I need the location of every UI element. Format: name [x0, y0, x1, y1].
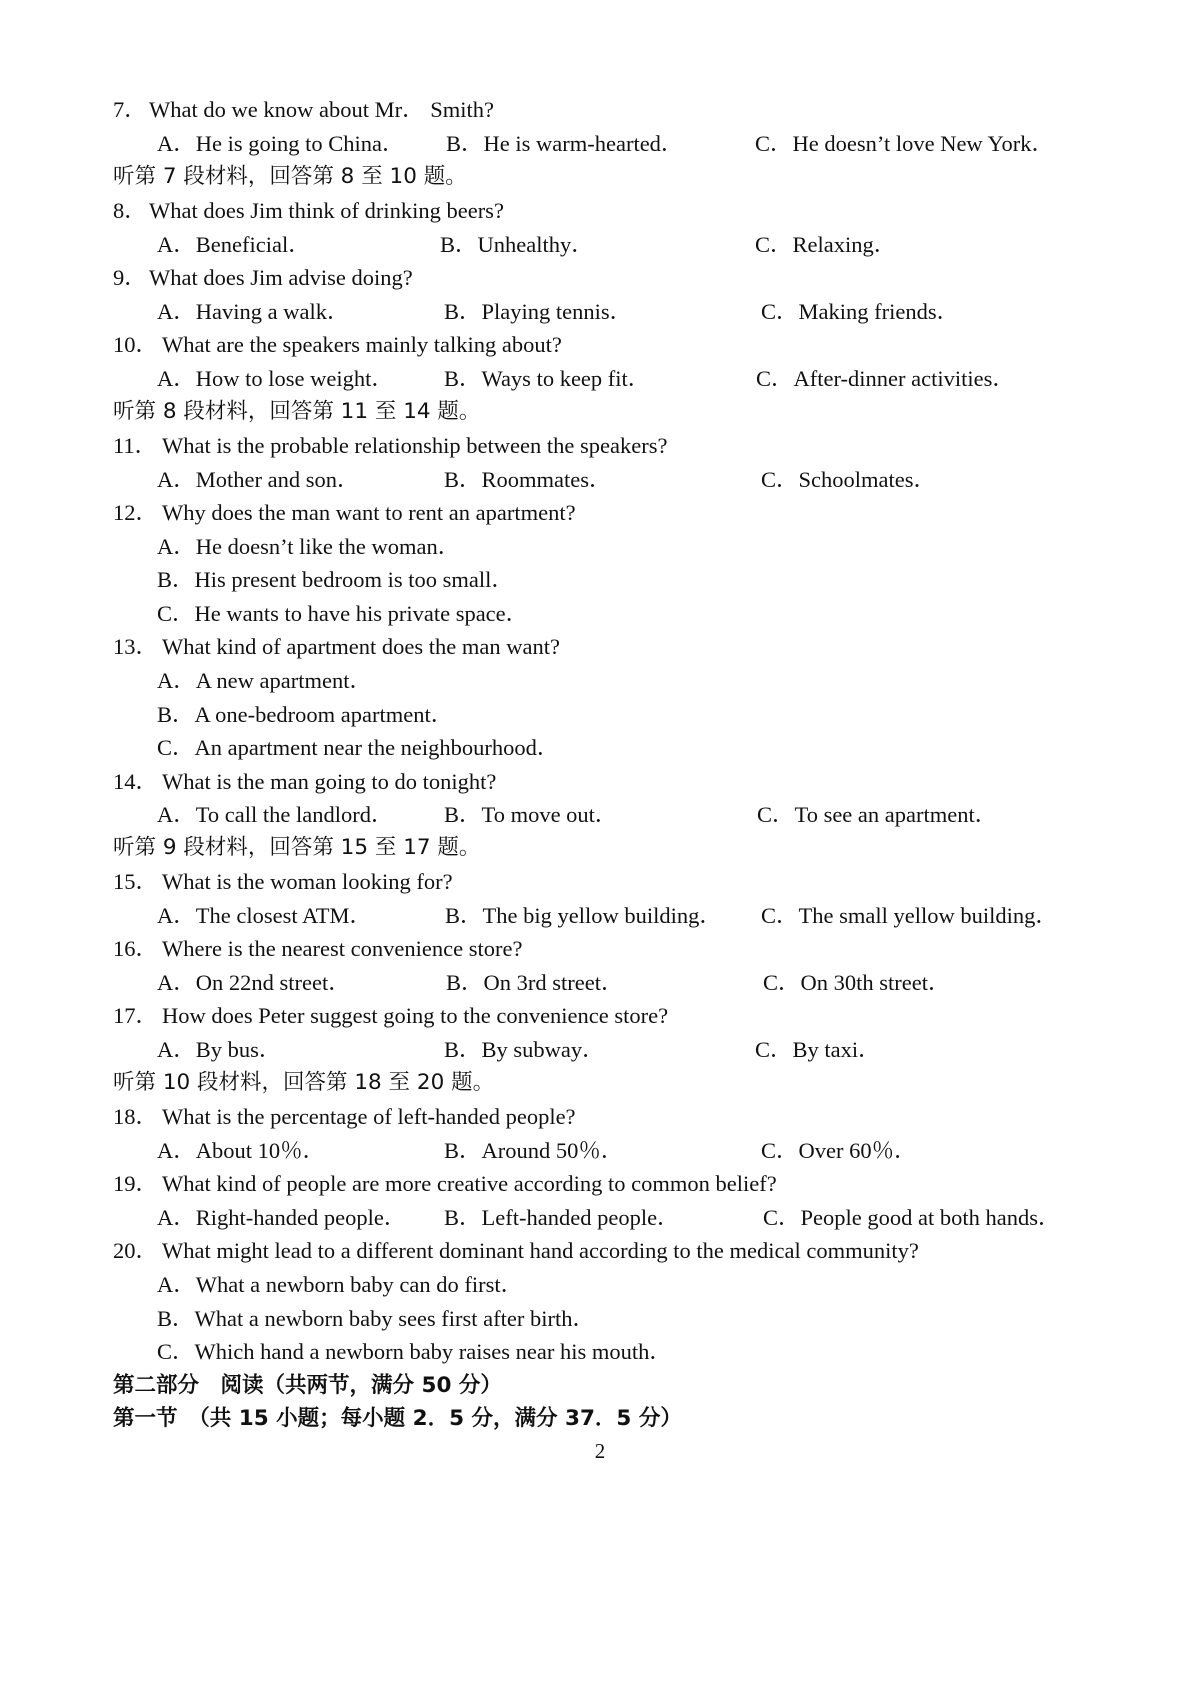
option-b: B．By subway． [444, 1037, 605, 1062]
question-number: 12． [113, 500, 159, 525]
question-number: 20． [113, 1238, 159, 1263]
question-20 [113, 1236, 919, 1266]
section-header-7: 听第 7 段材料，回答第 8 至 10 题。 [113, 164, 467, 189]
question-number: 9． [113, 265, 147, 290]
question-text: How does Peter suggest going to the convenience store? [162, 1003, 669, 1028]
option-a: A．Mother and son． [157, 467, 360, 492]
option-c: C．On 30th street． [763, 970, 951, 995]
question-15 [113, 867, 453, 897]
option-b: B．The big yellow building． [445, 903, 722, 928]
question-number: 11． [113, 433, 158, 458]
question-10 [113, 330, 562, 360]
option-b: B．Playing tennis． [444, 299, 633, 324]
question-text: What is the percentage of left-handed people? [162, 1104, 576, 1129]
question-number: 8． [113, 198, 147, 223]
option-c: C．Over 60％． [761, 1138, 917, 1163]
option-b: B．What a newborn baby sees first after birth． [157, 1306, 596, 1331]
question-text: What might lead to a different dominant hand according to the medical community? [162, 1238, 919, 1263]
question-text: What kind of apartment does the man want? [162, 634, 560, 659]
question-18 [113, 1102, 576, 1132]
option-c: C．After-dinner activities． [756, 366, 1015, 391]
option-a: A．By bus． [157, 1037, 282, 1062]
option-c: C．By taxi． [755, 1037, 881, 1062]
option-a: A．He is going to China． [157, 131, 405, 156]
question-8 [113, 196, 504, 226]
section-one-title: 第一节 （共 15 小题；每小题 2．5 分，满分 37．5 分） [113, 1406, 682, 1431]
question-text: What is the probable relationship between the speakers? [162, 433, 668, 458]
part-two-title: 第二部分 阅读（共两节，满分 50 分） [113, 1373, 502, 1398]
question-14 [113, 767, 496, 797]
option-c: C．Making friends． [761, 299, 960, 324]
option-a: A．What a newborn baby can do first． [157, 1272, 524, 1297]
option-b: B．Around 50％． [444, 1138, 624, 1163]
option-b: B．Ways to keep fit． [444, 366, 651, 391]
option-c: C．To see an apartment． [757, 802, 998, 827]
option-b: B．Unhealthy． [440, 232, 594, 257]
question-number: 17． [113, 1003, 159, 1028]
option-c: C．The small yellow building． [761, 903, 1058, 928]
question-7 [113, 95, 494, 125]
question-13 [113, 632, 560, 662]
question-number: 13． [113, 634, 159, 659]
question-9 [113, 263, 413, 293]
question-12 [113, 498, 576, 528]
option-a: A．Beneficial． [157, 232, 311, 257]
option-b: B．A one-bedroom apartment． [157, 702, 454, 727]
option-c: C．He doesn’t love New York． [755, 131, 1054, 156]
option-a: A．A new apartment． [157, 668, 372, 693]
question-text: What is the man going to do tonight? [162, 769, 497, 794]
question-text: What is the woman looking for? [162, 869, 453, 894]
option-b: B．To move out． [444, 802, 618, 827]
option-b: B．His present bedroom is too small． [157, 567, 514, 592]
question-text: What kind of people are more creative according to common belief? [162, 1171, 777, 1196]
option-a: A．To call the landlord． [157, 802, 394, 827]
option-a: A．Having a walk． [157, 299, 350, 324]
question-text: Why does the man want to rent an apartment? [162, 500, 576, 525]
question-number: 16． [113, 936, 159, 961]
option-b: B．He is warm-hearted． [446, 131, 684, 156]
option-c: C．He wants to have his private space． [157, 601, 529, 626]
section-header-10: 听第 10 段材料，回答第 18 至 20 题。 [113, 1070, 495, 1095]
section-header-8: 听第 8 段材料，回答第 11 至 14 题。 [113, 399, 481, 424]
option-b: B．Left-handed people． [444, 1205, 680, 1230]
question-text: What does Jim advise doing? [149, 265, 413, 290]
question-number: 7． [113, 97, 147, 122]
option-b: B．On 3rd street． [446, 970, 624, 995]
question-number: 18． [113, 1104, 159, 1129]
option-a: A．How to lose weight． [157, 366, 394, 391]
option-c: C．Which hand a newborn baby raises near his mouth． [157, 1339, 672, 1364]
question-number: 15． [113, 869, 159, 894]
option-a: A．He doesn’t like the woman． [157, 534, 461, 559]
option-b: B．Roommates． [444, 467, 612, 492]
section-header-9: 听第 9 段材料，回答第 15 至 17 题。 [113, 835, 481, 860]
question-11 [113, 431, 667, 461]
question-number: 10． [113, 332, 159, 357]
question-number: 19． [113, 1171, 159, 1196]
page-number: 2 [594, 1439, 606, 1463]
option-c: C．Relaxing． [755, 232, 897, 257]
option-c: C．People good at both hands． [763, 1205, 1061, 1230]
option-a: A．Right-handed people． [157, 1205, 407, 1230]
option-a: A．The closest ATM． [157, 903, 372, 928]
question-text: Where is the nearest convenience store? [162, 936, 523, 961]
question-number: 14． [113, 769, 159, 794]
question-19 [113, 1169, 777, 1199]
question-text: What are the speakers mainly talking about? [162, 332, 562, 357]
question-text: What do we know about Mr． Smith? [149, 97, 494, 122]
option-a: A．About 10％． [157, 1138, 326, 1163]
question-text: What does Jim think of drinking beers? [149, 198, 504, 223]
question-16 [113, 934, 522, 964]
option-c: C．Schoolmates． [761, 467, 936, 492]
question-17 [113, 1001, 668, 1031]
option-a: A．On 22nd street． [157, 970, 351, 995]
option-c: C．An apartment near the neighbourhood． [157, 735, 560, 760]
